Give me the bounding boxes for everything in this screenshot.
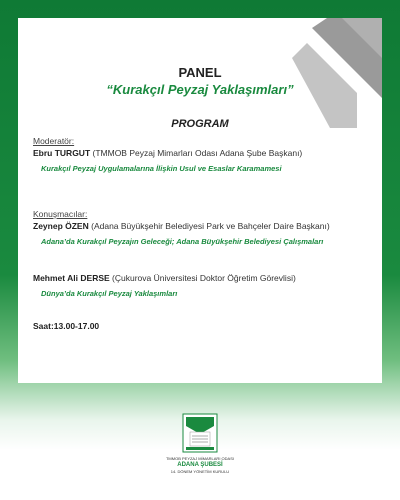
moderator-line — [33, 147, 373, 159]
footer — [0, 412, 400, 500]
speaker-2-affiliation: (Çukurova Üniversitesi Doktor Öğretim Görevlisi) — [112, 273, 296, 283]
speakers-label: Konuşmacılar: — [33, 209, 88, 219]
moderator-affiliation: (TMMOB Peyzaj Mimarları Odası Adana Şube Başkanı) — [92, 148, 303, 158]
program-heading: PROGRAM — [171, 118, 229, 130]
moderator-section — [33, 135, 373, 175]
speaker-1-name: Zeynep ÖZEN — [33, 221, 89, 231]
moderator-topic: Kurakçıl Peyzaj Uygulamalarına İlişkin Usul ve Esaslar Karamamesi — [41, 164, 282, 173]
footer-board: 14. DÖNEM YÖNETİM KURULU — [170, 469, 230, 474]
panel-title: PANEL — [178, 65, 222, 80]
speakers-section — [33, 208, 373, 248]
event-time: Saat:13.00-17.00 — [33, 321, 100, 331]
chamber-logo — [181, 412, 219, 454]
moderator-label: Moderatör: — [33, 136, 75, 146]
speaker-2-topic: Dünya’da Kurakçıl Peyzaj Yaklaşımları — [41, 289, 178, 298]
announcement-card — [18, 18, 382, 383]
moderator-name: Ebru TURGUT — [33, 148, 91, 158]
panel-subtitle: “Kurakçıl Peyzaj Yaklaşımları” — [106, 82, 294, 97]
speaker-2-name: Mehmet Ali DERSE — [33, 273, 110, 283]
footer-branch: ADANA ŞUBESİ — [177, 462, 223, 468]
speaker-2-block — [33, 272, 373, 300]
speaker-1-topic: Adana’da Kurakçıl Peyzajın Geleceği; Adana Büyükşehir Belediyesi Çalışmaları — [41, 237, 324, 246]
footer-org: TMMOB PEYZAJ MİMARLARI ODASI — [165, 456, 234, 461]
speaker-1-affiliation: (Adana Büyükşehir Belediyesi Park ve Bahçeler Daire Başkanı) — [91, 221, 330, 231]
speaker-2-line — [33, 272, 373, 284]
speaker-1-line — [33, 220, 373, 232]
